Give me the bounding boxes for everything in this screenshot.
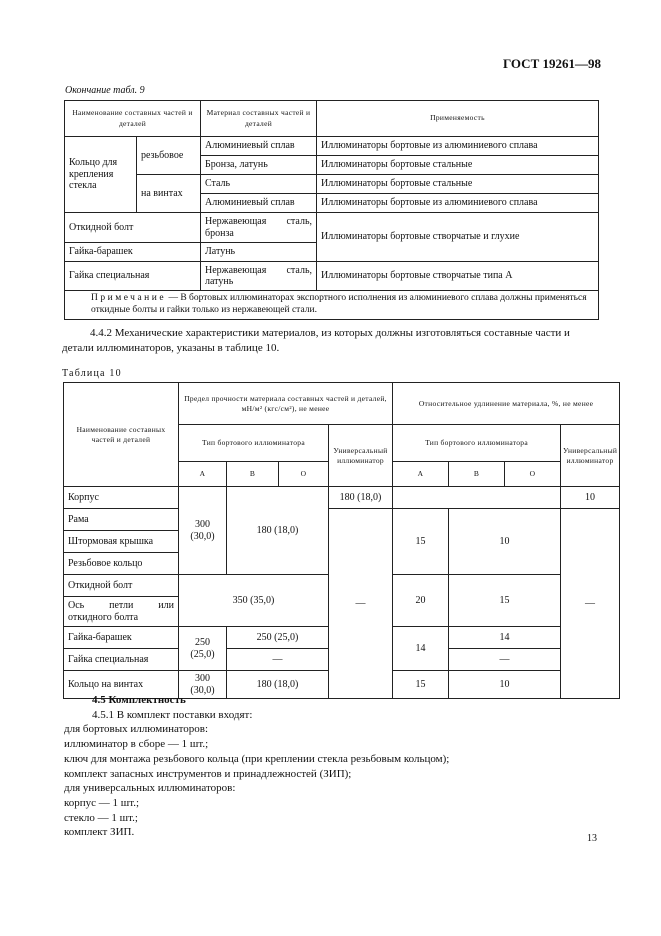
val-elong-a: 20: [393, 575, 449, 627]
t9-sub: резьбовое: [137, 137, 201, 175]
val-strength-bo: 250 (25,0): [227, 627, 329, 649]
t9-use: Иллюминаторы бортовые створчатые типа А: [317, 262, 599, 291]
t9-material: Нержавеющая сталь, бронза: [201, 213, 317, 243]
section-line: стекло — 1 шт.;: [64, 811, 138, 824]
table-10: [63, 382, 620, 699]
t10-header-name: Наименование составных частей и деталей: [64, 383, 179, 487]
section-line: для бортовых иллюминаторов:: [64, 723, 209, 736]
t9-material: Бронза, латунь: [201, 156, 317, 175]
note-label: Примечание: [91, 293, 167, 303]
type-a: А: [393, 462, 449, 487]
t9-material: Алюминиевый сплав: [201, 137, 317, 156]
row-gaika-s: Гайка специальная: [64, 649, 179, 671]
type-a: А: [179, 462, 227, 487]
table-9: [64, 100, 599, 320]
row-koltso: Кольцо на винтах: [64, 671, 179, 699]
t9-note: [65, 291, 599, 320]
section-line: иллюминатор в сборе — 1 шт.;: [64, 738, 209, 751]
page-number: 13: [587, 833, 597, 844]
val-strength-g2: 350 (35,0): [179, 575, 329, 627]
row-korpus: Корпус: [64, 487, 179, 509]
section-line: комплект ЗИП.: [64, 826, 135, 839]
note-text: — В бортовых иллюминаторах экспортного исполнения из алюминиевого сплава должны применяться откидные болты и гайки только из нержавеющей стали.: [91, 293, 587, 315]
section-line: комплект запасных инструментов и принадлежностей (ЗИП);: [64, 767, 352, 780]
t9-header-part: Наименование составных частей и деталей: [65, 101, 201, 137]
t10-header-type: Тип бортового иллюминатора: [393, 425, 561, 462]
val-strength-a: 300 (30,0): [179, 487, 227, 575]
val-strength-a: 250 (25,0): [179, 627, 227, 671]
section-title: 4.5 Комплектность: [92, 694, 186, 706]
section-line: 4.5.1 В комплект поставки входят:: [92, 708, 253, 721]
t10-header-strength: Предел прочности материала составных частей и деталей, мН/м² (кгс/см²), не менее: [179, 383, 393, 425]
val-elong-bo: 14: [449, 627, 561, 649]
section-line: для универсальных иллюминаторов:: [64, 782, 236, 795]
t9-material: Нержавеющая сталь, латунь: [201, 262, 317, 291]
type-v: В: [449, 462, 505, 487]
type-o: О: [505, 462, 561, 487]
t9-use: Иллюминаторы бортовые створчатые и глухие: [317, 213, 599, 262]
section-line: корпус — 1 шт.;: [64, 796, 140, 809]
val-elong-bo: 10: [449, 671, 561, 699]
paragraph-4-4-2: 4.4.2 Механические характеристики материалов, из которых должны изготовляться составные части и детали иллюминаторов, указаны в таблице 10.: [62, 327, 570, 354]
val-dash: —: [561, 509, 620, 699]
t9-part: Гайка-барашек: [65, 243, 201, 262]
section-line: ключ для монтажа резьбового кольца (при креплении стекла резьбовым кольцом);: [64, 752, 450, 765]
t10-header-type: Тип бортового иллюминатора: [179, 425, 329, 462]
t10-header-elongation: Относительное удлинение материала, %, не менее: [393, 383, 620, 425]
t9-part: Откидной болт: [65, 213, 201, 243]
t9-material: Алюминиевый сплав: [201, 194, 317, 213]
t9-header-material: Материал составных частей и деталей: [201, 101, 317, 137]
t9-use: Иллюминаторы бортовые стальные: [317, 156, 599, 175]
row-shtorm: Штормовая крышка: [64, 531, 179, 553]
section-4-5: [64, 693, 450, 840]
t9-header-use: Применяемость: [317, 101, 599, 137]
t9-material: Сталь: [201, 175, 317, 194]
t9-use: Иллюминаторы бортовые из алюминиевого сплава: [317, 137, 599, 156]
val-elong-bo: 15: [449, 575, 561, 627]
val-strength-univ: 180 (18,0): [329, 487, 393, 509]
doc-header: ГОСТ 19261—98: [502, 56, 601, 71]
row-gaika-b: Гайка-барашек: [64, 627, 179, 649]
row-rama: Рама: [64, 509, 179, 531]
type-v: В: [227, 462, 279, 487]
type-o: О: [279, 462, 329, 487]
row-bolt: Откидной болт: [64, 575, 179, 597]
t9-use: Иллюминаторы бортовые из алюминиевого сплава: [317, 194, 599, 213]
val-dash: —: [227, 649, 329, 671]
row-os: Ось петли или откидного болта: [64, 597, 179, 627]
val-elong-univ: 10: [561, 487, 620, 509]
val-strength-bo: 180 (18,0): [227, 671, 329, 699]
t9-material: Латунь: [201, 243, 317, 262]
val-dash: —: [329, 509, 393, 699]
t9-sub: на винтах: [137, 175, 201, 213]
t9-part: Кольцо для крепления стекла: [65, 137, 137, 213]
empty-cell: [393, 487, 561, 509]
val-elong-a: 15: [393, 671, 449, 699]
val-elong-a: 14: [393, 627, 449, 671]
table-continuation-label: Окончание табл. 9: [65, 85, 145, 96]
t10-header-universal: Универсальный иллюминатор: [561, 425, 620, 487]
table-10-label: Таблица 10: [62, 368, 122, 379]
val-dash: —: [449, 649, 561, 671]
row-rezb: Резьбовое кольцо: [64, 553, 179, 575]
t9-part: Гайка специальная: [65, 262, 201, 291]
val-strength-a: 300 (30,0): [179, 671, 227, 699]
val-elong-bo: 10: [449, 509, 561, 575]
t10-header-universal: Универсальный иллюминатор: [329, 425, 393, 487]
val-elong-a: 15: [393, 509, 449, 575]
val-strength-bo: 180 (18,0): [227, 487, 329, 575]
t9-use: Иллюминаторы бортовые стальные: [317, 175, 599, 194]
